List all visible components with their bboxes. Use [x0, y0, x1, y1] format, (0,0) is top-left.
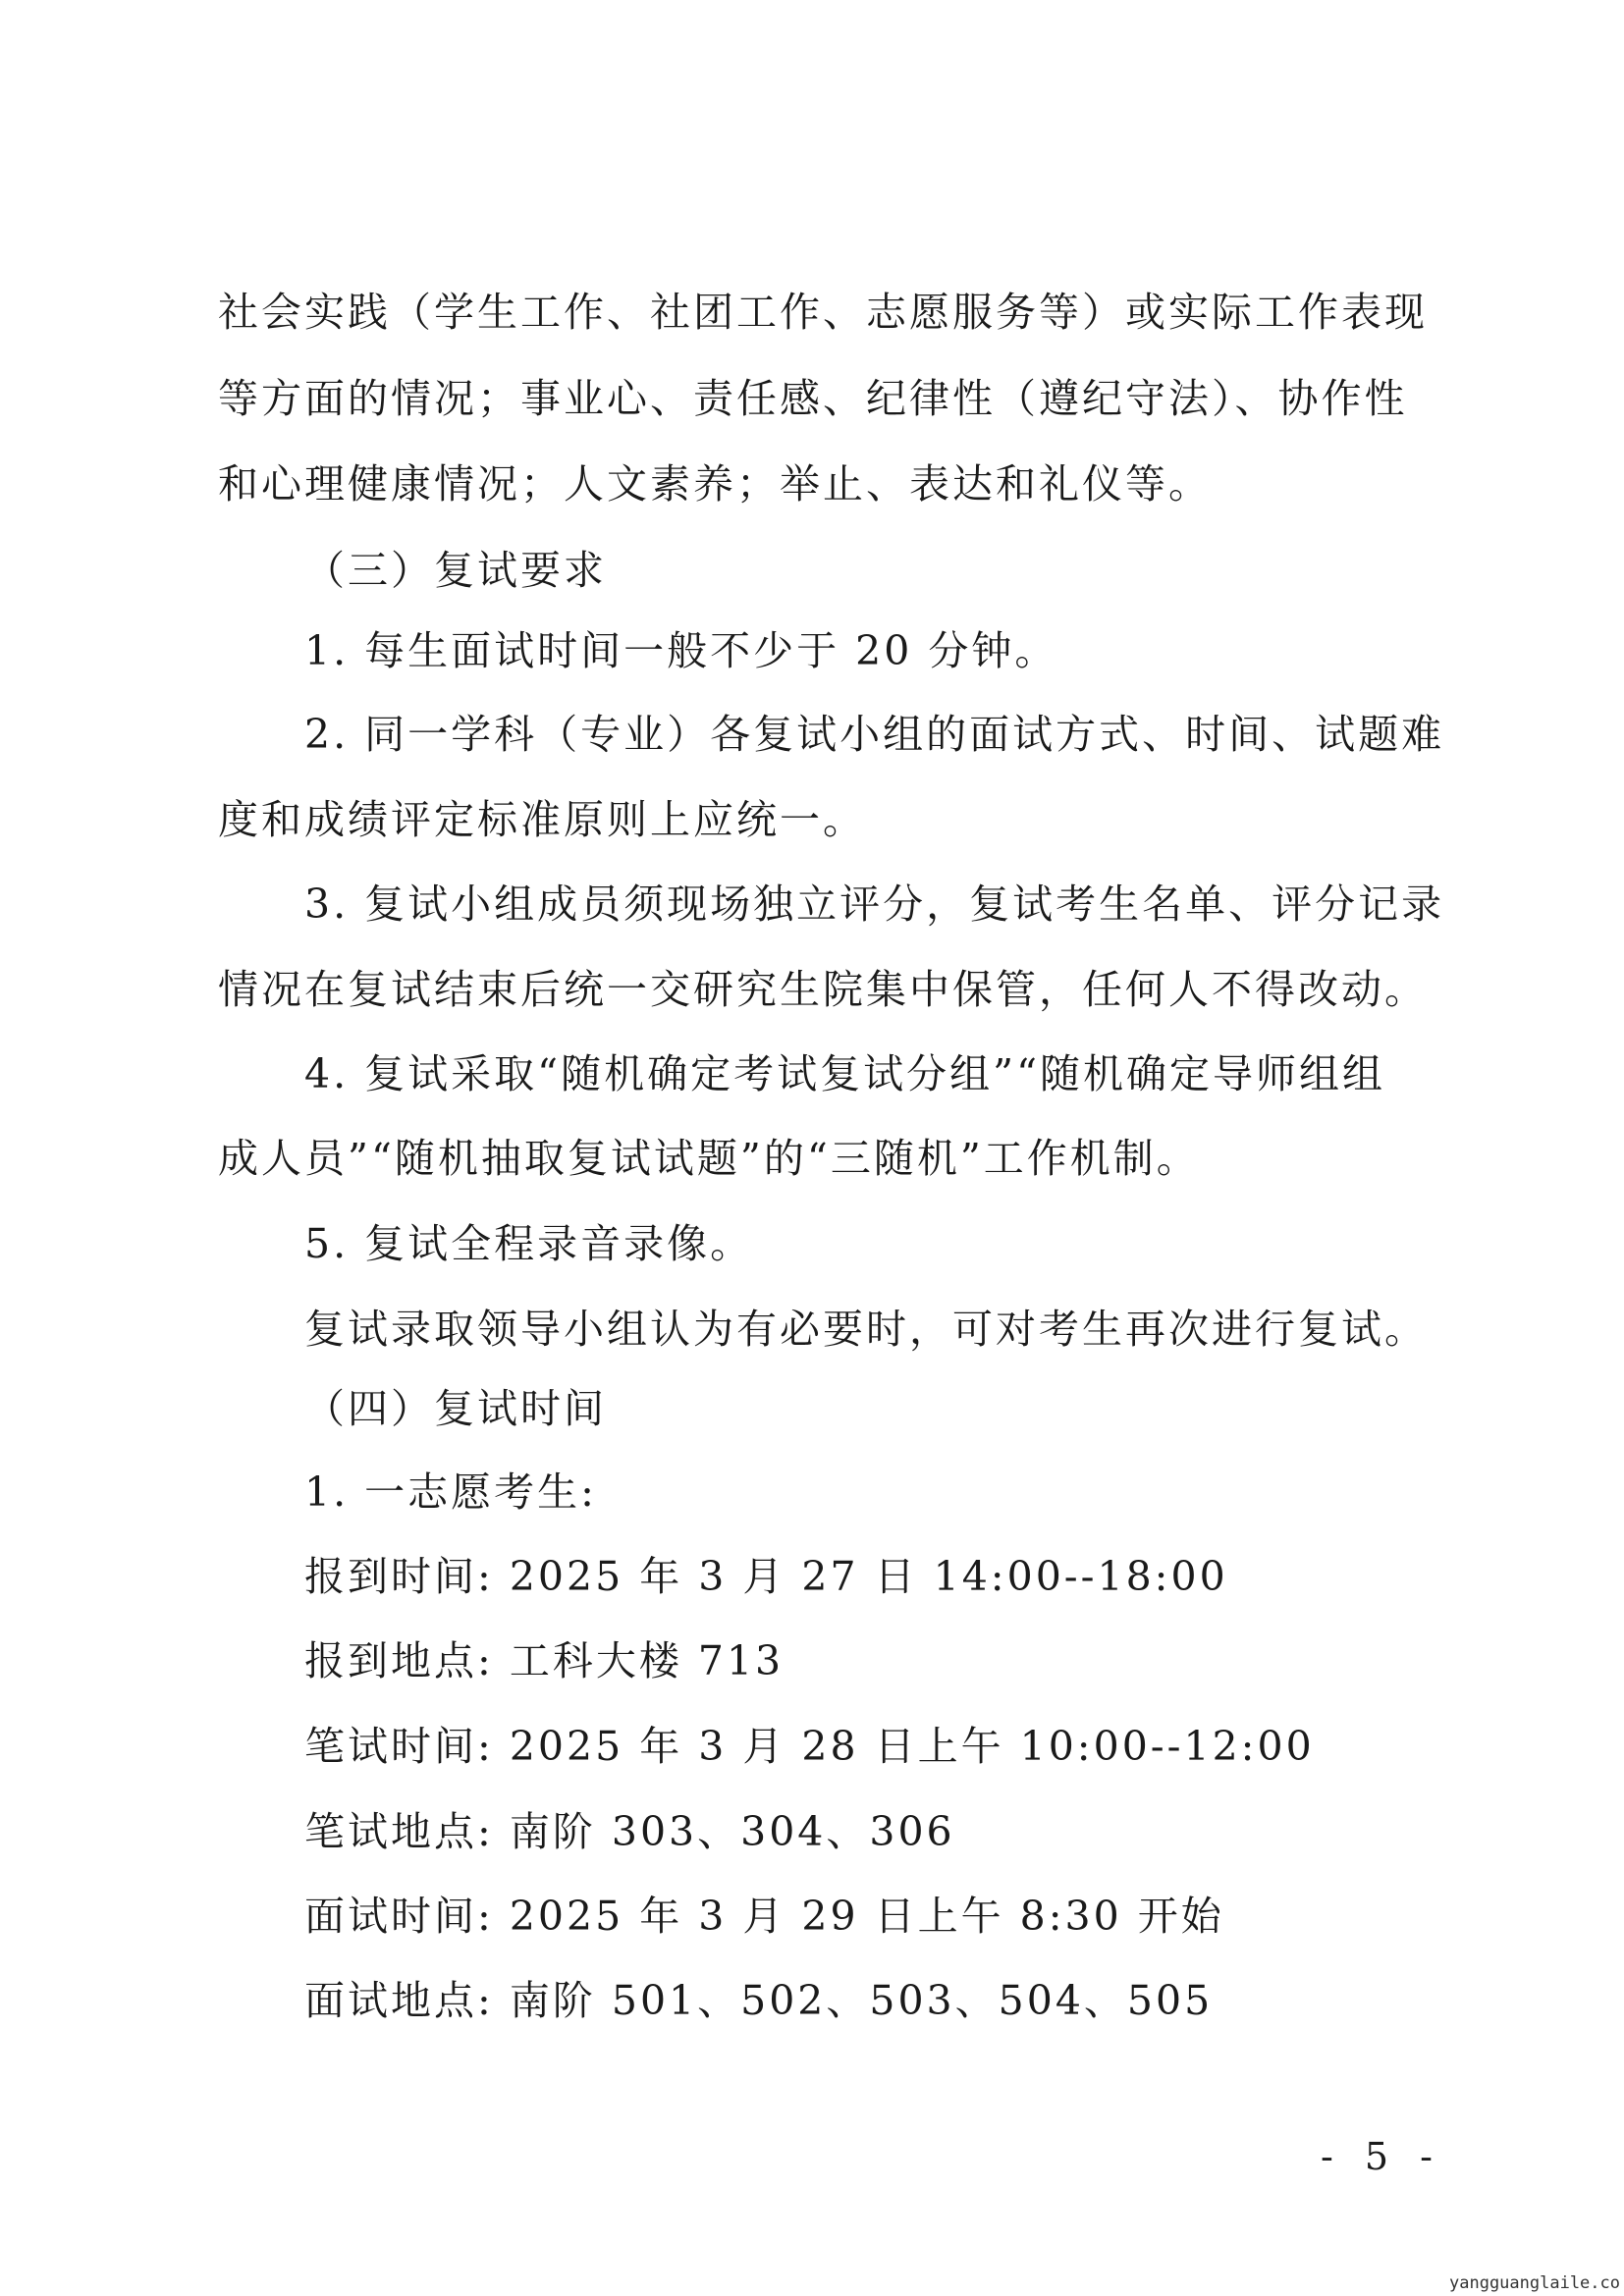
report-time: 报到时间: 2025 年 3 月 27 日 14:00--18:00 [304, 1553, 1228, 1600]
paragraph-line-2: 等方面的情况；事业心、责任感、纪律性（遵纪守法）、协作性 [218, 375, 1408, 422]
requirement-3-line-1: 3. 复试小组成员须现场独立评分，复试考生名单、评分记录 [304, 881, 1445, 928]
report-location: 报到地点: 工科大楼 713 [304, 1637, 785, 1684]
requirement-1: 1. 每生面试时间一般不少于 20 分钟。 [304, 627, 1058, 674]
written-exam-location: 笔试地点: 南阶 303、304、306 [304, 1808, 955, 1855]
requirement-4-line-2: 成人员”“随机抽取复试试题”的“三随机”工作机制。 [218, 1135, 1200, 1182]
requirement-2-line-2: 度和成绩评定标准原则上应统一。 [218, 796, 866, 843]
interview-time: 面试时间: 2025 年 3 月 29 日上午 8:30 开始 [304, 1893, 1224, 1940]
section-heading-requirements: （三）复试要求 [304, 547, 607, 594]
requirement-3-line-2: 情况在复试结束后统一交研究生院集中保管，任何人不得改动。 [218, 966, 1428, 1013]
requirement-5: 5. 复试全程录音录像。 [304, 1220, 754, 1267]
interview-location: 面试地点: 南阶 501、502、503、504、505 [304, 1977, 1214, 2024]
retest-note: 复试录取领导小组认为有必要时，可对考生再次进行复试。 [304, 1306, 1428, 1353]
page-number: - 5 - [1321, 2135, 1443, 2178]
paragraph-line-3: 和心理健康情况；人文素养；举止、表达和礼仪等。 [218, 460, 1212, 507]
section-heading-time: （四）复试时间 [304, 1385, 607, 1432]
requirement-4-line-1: 4. 复试采取“随机确定考试复试分组”“随机确定导师组组 [304, 1050, 1386, 1097]
requirement-2-line-1: 2. 同一学科（专业）各复试小组的面试方式、时间、试题难 [304, 711, 1445, 758]
first-choice-title: 1. 一志愿考生: [304, 1468, 597, 1516]
watermark: yangguanglaile.co [1449, 2273, 1620, 2293]
written-exam-time: 笔试时间: 2025 年 3 月 28 日上午 10:00--12:00 [304, 1723, 1315, 1770]
paragraph-line-1: 社会实践（学生工作、社团工作、志愿服务等）或实际工作表现 [218, 289, 1428, 336]
